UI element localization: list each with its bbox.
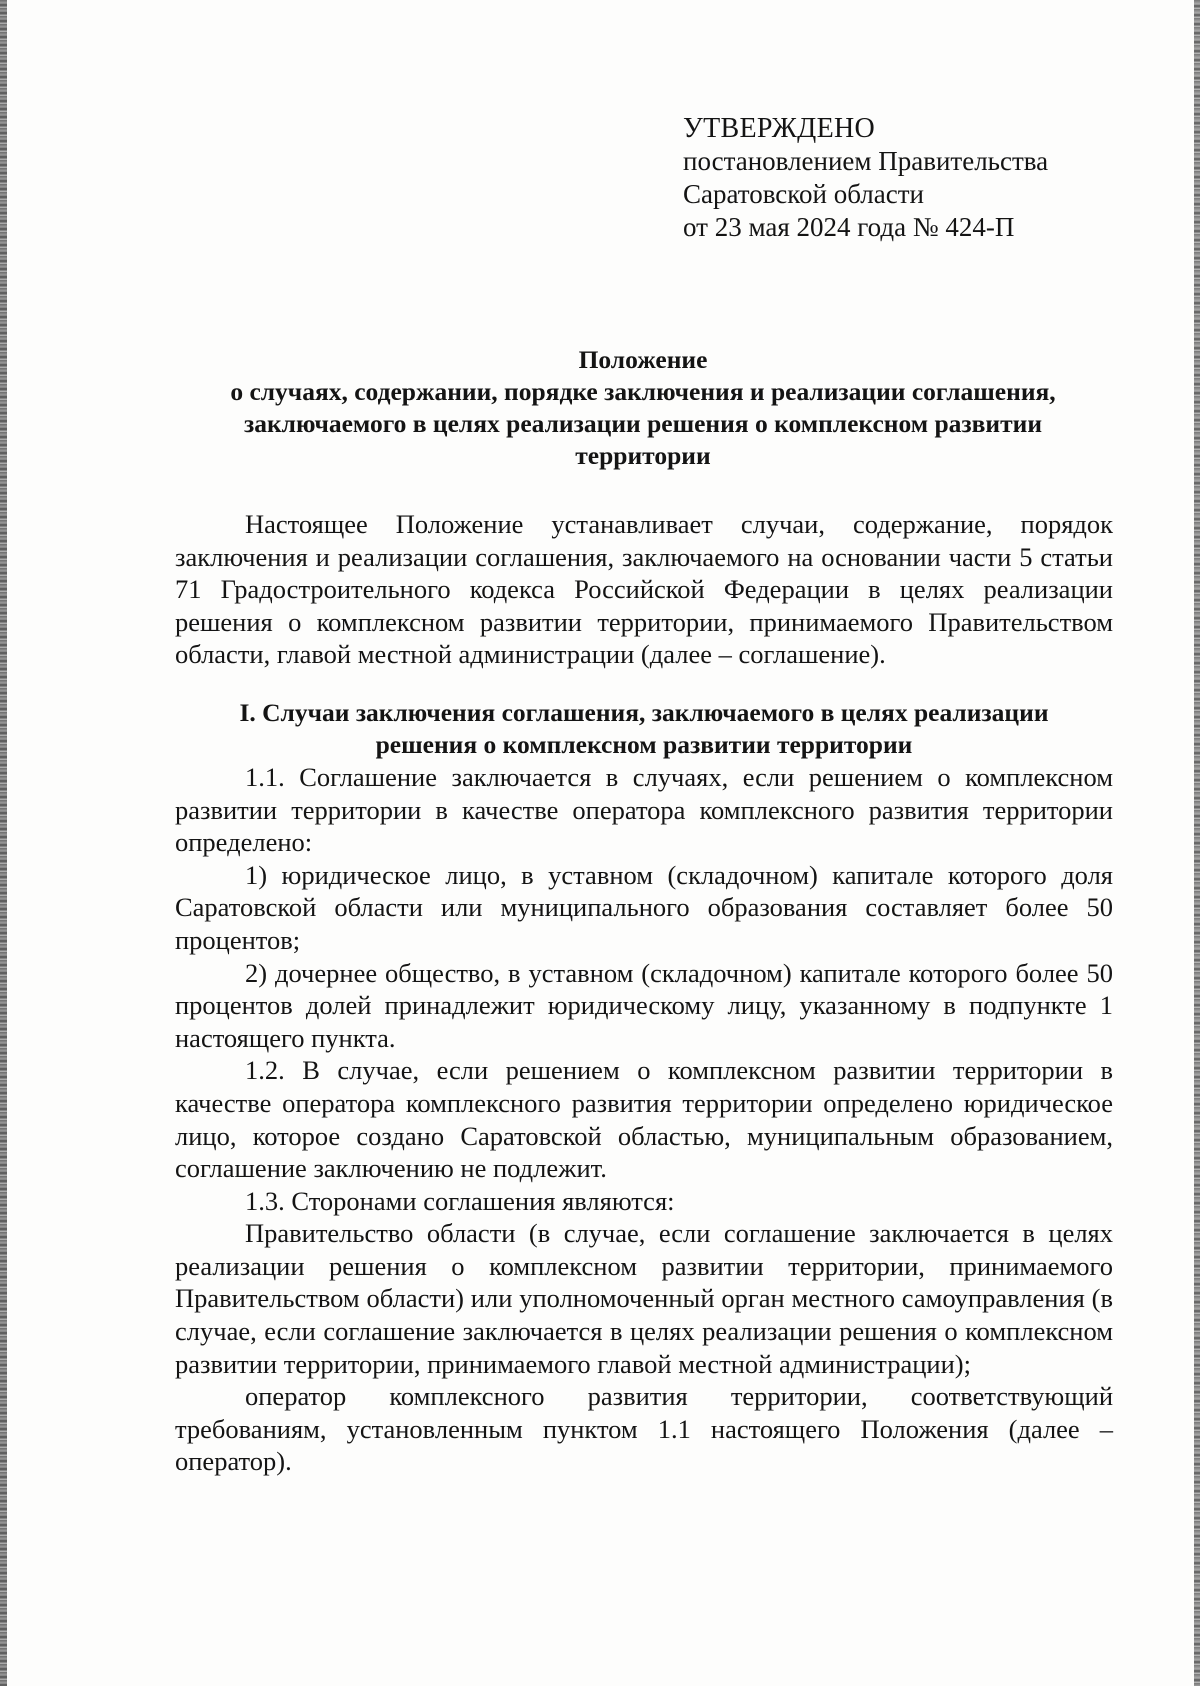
clause-1-1: 1.1. Соглашение заключается в случаях, если решением о комплексном развитии территории в качестве оператора комплексного развития территории определено:	[175, 761, 1113, 858]
section-heading-line: решения о комплексном развитии территории	[375, 729, 913, 759]
approval-stamp-block	[683, 112, 1048, 244]
document-body	[175, 508, 1113, 1478]
approval-date-number: от 23 мая 2024 года № 424-П	[683, 212, 1015, 242]
clause-1-3-party-2: оператор комплексного развития территории, соответствующий требованиям, установленным пунктом 1.1 настоящего Положения (далее – оператор).	[175, 1381, 1113, 1477]
approval-heading: УТВЕРЖДЕНО	[683, 113, 876, 144]
clause-1-2: 1.2. В случае, если решением о комплексном развитии территории в качестве оператора комплексного развития территории определено юридическое лицо, которое создано Саратовской областью, муниципальным образованием, соглашение заключению не подлежит.	[175, 1055, 1113, 1184]
document-title	[175, 344, 1111, 472]
title-line: о случаях, содержании, порядке заключения и реализации соглашения,	[230, 377, 1056, 406]
clause-1-1-item-2: 2) дочернее общество, в уставном (складочном) капитале которого более 50 процентов долей принадлежит юридическому лицу, указанному в подпункте 1 настоящего пункта.	[175, 957, 1113, 1053]
clause-1-3: 1.3. Сторонами соглашения являются:	[245, 1185, 675, 1216]
clause-1-3-party-1: Правительство области (в случае, если соглашение заключается в целях реализации решения о комплексном развитии территории, принимаемого Правительством области) или уполномоченный орган местного самоуправления (в случае, если соглашение заключается в целях реализации решения о комплексном развитии территории, принимаемого главой местной администрации);	[175, 1218, 1113, 1379]
approval-line: постановлением Правительства	[683, 146, 1049, 176]
title-line: заключаемого в целях реализации решения о комплексном развитии	[243, 409, 1043, 438]
approval-line: Саратовской области	[683, 179, 924, 209]
intro-paragraph: Настоящее Положение устанавливает случаи, содержание, порядок заключения и реализации соглашения, заключаемого на основании части 5 статьи 71 Градостроительного кодекса Российской Федерации в целях реализации решения о комплексном развитии территории, принимаемого Правительством области, главой местной администрации (далее – соглашение).	[175, 509, 1113, 670]
scan-edge-left	[0, 0, 7, 1686]
clause-1-1-item-1: 1) юридическое лицо, в уставном (складочном) капитале которого доля Саратовской области или муниципального образования составляет более 50 процентов;	[175, 859, 1113, 955]
scan-edge-right	[1194, 0, 1200, 1686]
section-heading	[175, 697, 1113, 761]
title-line: территории	[575, 441, 711, 470]
title-line: Положение	[578, 345, 708, 374]
section-heading-line: I. Случаи заключения соглашения, заключаемого в целях реализации	[239, 697, 1049, 727]
